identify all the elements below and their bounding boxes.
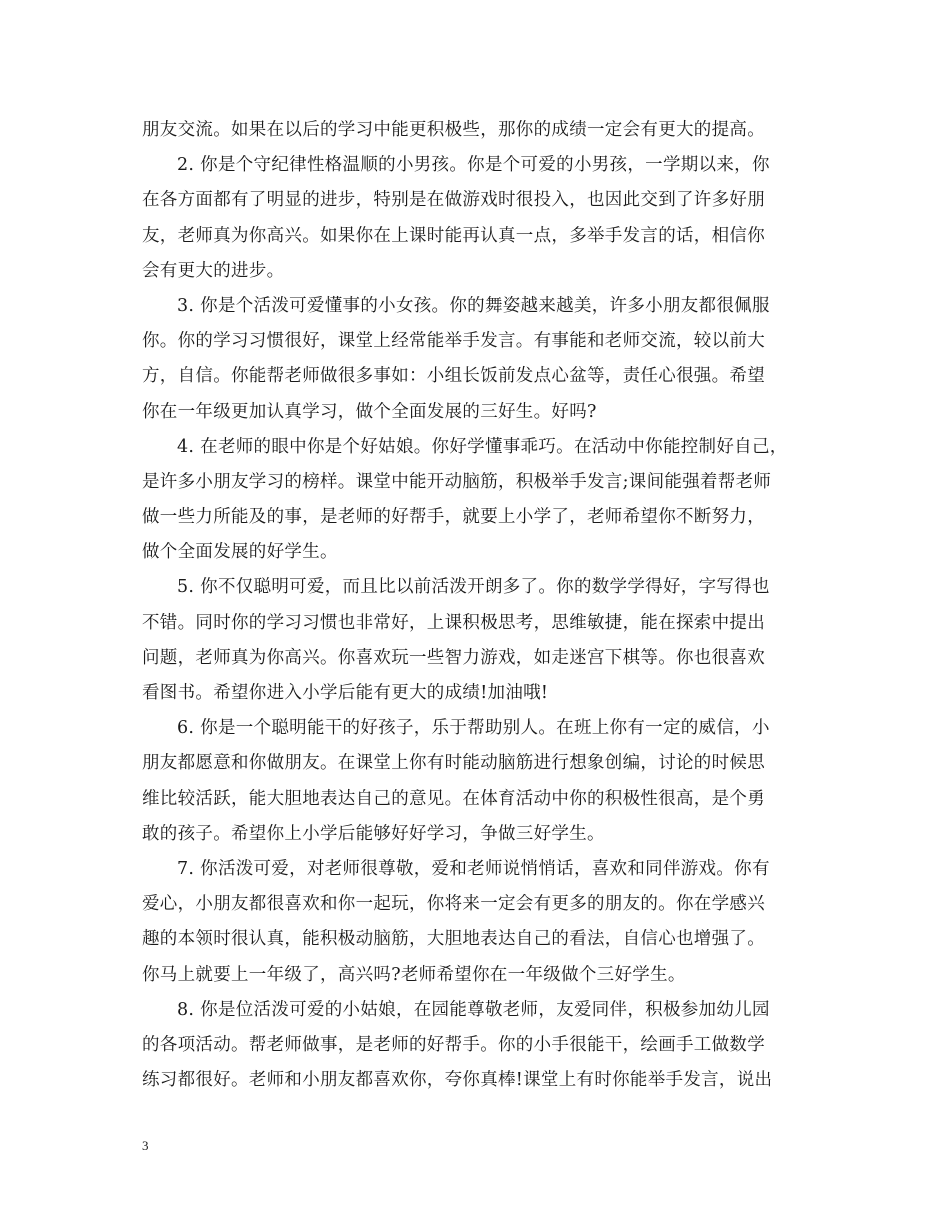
text-line: 在各方面都有了明显的进步，特别是在做游戏时很投入，也因此交到了许多好朋 bbox=[142, 190, 765, 211]
text-line: 3. 你是个活泼可爱懂事的小女孩。你的舞姿越来越美，许多小朋友都很佩服 bbox=[177, 295, 770, 316]
text-line: 练习都很好。老师和小朋友都喜欢你，夸你真棒!课堂上有时你能举手发言，说出 bbox=[142, 1070, 773, 1091]
text-line: 你。你的学习习惯很好，课堂上经常能举手发言。有事能和老师交流，较以前大 bbox=[142, 331, 765, 352]
text-line: 的各项活动。帮老师做事，是老师的好帮手。你的小手很能干，绘画手工做数学 bbox=[142, 1034, 765, 1055]
text-line: 你在一年级更加认真学习，做个全面发展的三好生。好吗? bbox=[142, 401, 597, 422]
text-line: 7. 你活泼可爱，对老师很尊敬，爱和老师说悄悄话，喜欢和同伴游戏。你有 bbox=[177, 858, 770, 879]
body-text bbox=[142, 113, 814, 1098]
text-line: 4. 在老师的眼中你是个好姑娘。你好学懂事乖巧。在活动中你能控制好自己， bbox=[177, 436, 788, 457]
text-line: 做个全面发展的好学生。 bbox=[142, 542, 338, 563]
page-number: 3 bbox=[142, 1138, 149, 1153]
text-line: 敢的孩子。希望你上小学后能够好好学习，争做三好学生。 bbox=[142, 823, 605, 844]
text-line: 朋友都愿意和你做朋友。在课堂上你有时能动脑筋进行想象创编，讨论的时候思 bbox=[142, 753, 765, 774]
text-line: 维比较活跃，能大胆地表达自己的意见。在体育活动中你的积极性很高，是个勇 bbox=[142, 788, 765, 809]
text-line: 看图书。希望你进入小学后能有更大的成绩!加油哦! bbox=[142, 683, 549, 703]
text-line: 趣的本领时很认真，能积极动脑筋，大胆地表达自己的看法，自信心也增强了。 bbox=[142, 929, 765, 950]
text-line: 不错。同时你的学习习惯也非常好，上课积极思考，思维敏捷，能在探索中提出 bbox=[142, 612, 765, 633]
text-line: 方，自信。你能帮老师做很多事如：小组长饭前发点心盆等，责任心很强。希望 bbox=[142, 366, 765, 387]
text-line: 友，老师真为你高兴。如果你在上课时能再认真一点，多举手发言的话，相信你 bbox=[142, 225, 765, 246]
text-line: 8. 你是位活泼可爱的小姑娘，在园能尊敬老师，友爱同伴，积极参加幼儿园 bbox=[177, 999, 770, 1020]
text-line: 你马上就要上一年级了，高兴吗?老师希望你在一年级做个三好学生。 bbox=[142, 964, 686, 985]
text-line: 6. 你是一个聪明能干的好孩子，乐于帮助别人。在班上你有一定的威信，小 bbox=[177, 718, 770, 739]
text-line: 问题，老师真为你高兴。你喜欢玩一些智力游戏，如走迷宫下棋等。你也很喜欢 bbox=[142, 647, 765, 668]
text-line: 2. 你是个守纪律性格温顺的小男孩。你是个可爱的小男孩，一学期以来，你 bbox=[177, 155, 770, 176]
text-line: 5. 你不仅聪明可爱，而且比以前活泼开朗多了。你的数学学得好，字写得也 bbox=[177, 577, 770, 598]
text-line: 朋友交流。如果在以后的学习中能更积极些，那你的成绩一定会有更大的提高。 bbox=[142, 120, 765, 140]
text-line: 会有更大的进步。 bbox=[142, 260, 285, 281]
text-line: 爱心，小朋友都很喜欢和你一起玩，你将来一定会有更多的朋友的。你在学感兴 bbox=[142, 894, 765, 915]
text-line: 做一些力所能及的事，是老师的好帮手，就要上小学了，老师希望你不断努力， bbox=[142, 507, 765, 528]
text-line: 是许多小朋友学习的榜样。课堂中能开动脑筋，积极举手发言;课间能强着帮老师 bbox=[142, 471, 772, 492]
